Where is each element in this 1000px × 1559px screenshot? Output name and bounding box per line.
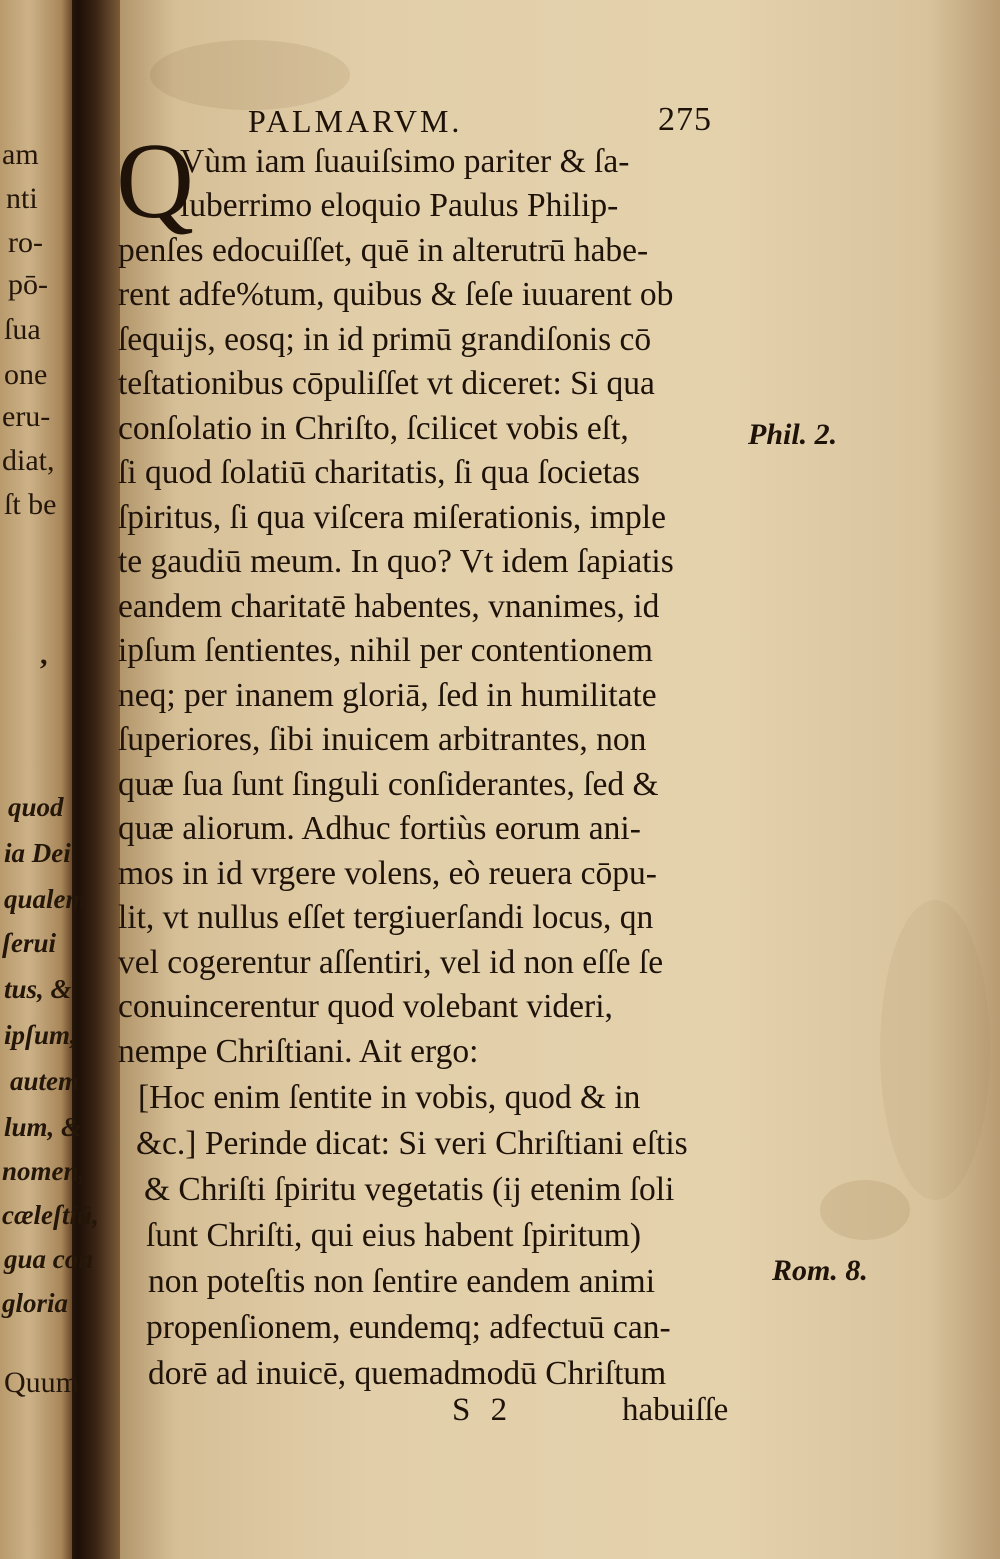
- text-line: quæ ſua ſunt ſinguli conſiderantes, ſed &: [118, 766, 659, 803]
- text-line: dorē ad inuicē, quemadmodū Chriſtum: [148, 1355, 667, 1392]
- text-line: non poteſtis non ſentire eandem animi: [148, 1263, 656, 1300]
- left-fragment: am: [2, 138, 39, 171]
- left-fragment: ipſum,: [4, 1020, 77, 1050]
- left-fragment: tus, &: [4, 974, 72, 1004]
- text-line: te gaudiū meum. In quo? Vt idem ſapiatis: [118, 543, 674, 580]
- left-fragment: one: [4, 358, 48, 391]
- left-page-fragments: [0, 0, 99, 1559]
- text-line: conuincerentur quod volebant videri,: [118, 988, 613, 1025]
- left-fragment: ia Dei: [4, 838, 71, 868]
- text-line: luberrimo eloquio Paulus Philip-: [180, 187, 619, 224]
- text-line: ipſum ſentientes, nihil per contentionem: [118, 632, 653, 669]
- text-line: neq; per inanem gloriā, ſed in humilitate: [118, 677, 657, 714]
- text-line: ſequijs, eosq; in id primū grandiſonis cō: [118, 321, 652, 358]
- text-line: Vùm iam ſuauiſsimo pariter & ſa-: [180, 143, 630, 180]
- text-line: lit, vt nullus eſſet tergiuerſandi locus, qn: [118, 899, 654, 936]
- text-line: vel cogerentur aſſentiri, vel id non eſſe ſe: [118, 944, 664, 981]
- text-line: conſolatio in Chriſto, ſcilicet vobis eſt,: [118, 410, 629, 447]
- text-line: [Hoc enim ſentite in vobis, quod & in: [138, 1079, 641, 1116]
- text-line: ſi quod ſolatiū charitatis, ſi qua ſocietas: [118, 454, 640, 491]
- running-head: [248, 103, 768, 143]
- text-line: & Chriſti ſpiritu vegetatis (ij etenim ſoli: [144, 1171, 675, 1208]
- left-fragment: ſt be: [4, 488, 57, 521]
- page-footer: [0, 1392, 1000, 1442]
- left-fragment: nti: [6, 182, 38, 215]
- left-fragment: qualem: [4, 884, 87, 914]
- left-fragment: lum, &: [4, 1112, 83, 1142]
- text-line: penſes edocuiſſet, quē in alterutrū habe-: [118, 232, 649, 269]
- left-fragment: gloria: [2, 1288, 69, 1318]
- drop-cap: Q: [116, 122, 194, 241]
- text-line: eandem charitatē habentes, vnanimes, id: [118, 588, 660, 625]
- marginal-reference: Phil. 2.: [748, 418, 838, 451]
- left-fragment: autem: [10, 1066, 80, 1096]
- text-line: teſtationibus cōpuliſſet vt diceret: Si qua: [118, 365, 655, 402]
- left-fragment-mark: ,: [40, 638, 48, 671]
- text-line: ſuperiores, ſibi inuicem arbitrantes, non: [118, 721, 647, 758]
- signature-mark: S 2: [452, 1392, 514, 1428]
- text-line: mos in id vrgere volens, eò reuera cōpu-: [118, 855, 657, 892]
- left-fragment: gua con: [4, 1244, 94, 1274]
- left-fragment: eru-: [2, 400, 51, 433]
- catchword: habuiſſe: [622, 1392, 729, 1428]
- left-fragment: ro-: [8, 226, 43, 259]
- left-fragment: pō-: [8, 268, 48, 301]
- text-line: nempe Chriſtiani. Ait ergo:: [118, 1033, 479, 1070]
- marginal-reference: Rom. 8.: [772, 1254, 868, 1287]
- text-line: &c.] Perinde dicat: Si veri Chriſtiani eſtis: [136, 1125, 688, 1162]
- page-number: 275: [658, 101, 712, 138]
- text-line: propenſionem, eundemq; adfectuū can-: [146, 1309, 671, 1346]
- text-line: ſunt Chriſti, qui eius habent ſpiritum): [146, 1217, 642, 1254]
- left-fragment: diat,: [2, 444, 55, 477]
- running-head-title: PALMARVM.: [248, 103, 463, 139]
- left-fragment: quod: [8, 792, 64, 822]
- text-line: rent adfe%tum, quibus & ſeſe iuuarent ob: [118, 276, 674, 313]
- text-line: quæ aliorum. Adhuc fortiùs eorum ani-: [118, 810, 641, 847]
- left-fragment: ſerui: [2, 928, 56, 958]
- text-line: ſpiritus, ſi qua viſcera miſerationis, imple: [118, 499, 666, 536]
- left-fragment: Quum: [4, 1366, 79, 1399]
- left-fragment: nomen,: [2, 1156, 86, 1186]
- left-fragment: cæleſtiū,: [2, 1200, 99, 1230]
- left-fragment: ſua: [4, 313, 41, 346]
